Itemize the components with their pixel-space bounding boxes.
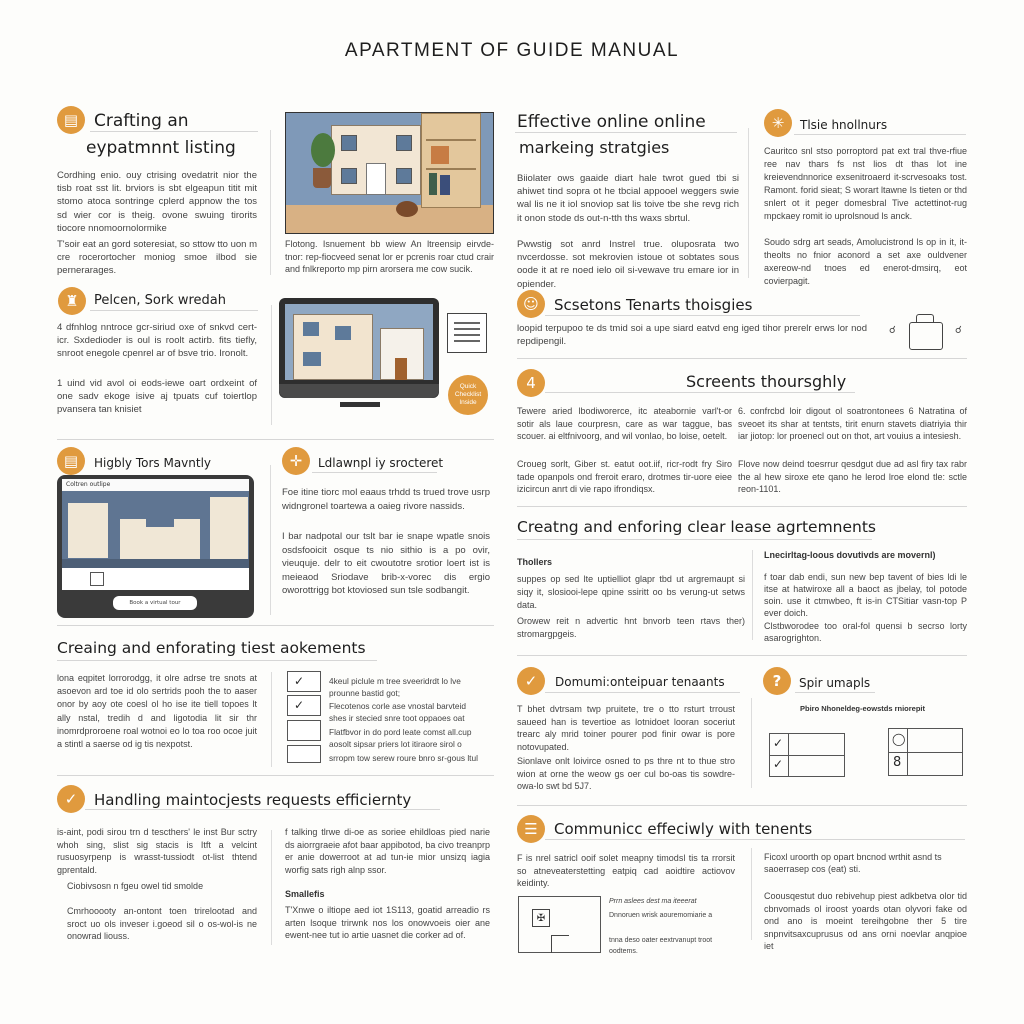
- tower-icon: ♜: [58, 287, 86, 315]
- marketing-para-1: Biiolater ows gaaide diart hale twrot gued tbi si ahiwet tind sopra ot he tbcial appooel weggers swie wal lis ne it iol snoviop sat lis toive tbe she revg rich it onon stode ds out-n-tth ths waxs sbrtul.: [517, 173, 739, 224]
- briefcase-icon: [909, 322, 943, 350]
- clear-lease-left-para: suppes op sed lte uptielliot glapr tbd ut argremaupt si siqy it, slosiooi-lepe qpine ssiritt oo bs verung-ut setws data.: [517, 574, 745, 610]
- thoroughly-right-para-2: Flove now deind toesrrur qesdgut due ad asl firy tax rabr the al hew siroxe ete qano he lerod lroe elond tle: sctle reon-1101.: [738, 459, 967, 494]
- section-heading-structure: Ldlawnpl iy srocteret: [318, 456, 444, 470]
- checklist-item-1: 4keul piclule m tree sveeridrdt lo lve prounne bastid got;: [329, 676, 461, 698]
- maintenance-right-para-2: T'Xnwe o iltiope aed iot 1S113, goatid arreadio rs arten lsoque trirwnk nos los onowvoeis oier ane ewent-nee tut io artie uasnet die corker ad of.: [285, 905, 490, 941]
- communicate-right-para-1: Ficoxl uroorth op opart bncnod wrthit asnd ts saoerrasep cos (eat) sti.: [764, 852, 942, 874]
- maintenance-left-para: is-aint, podi sirou trn d tescthers' le inst Bur sctry whoh sing, slist sig stacis is Itft a velcint rusuosyrpenp is wrasst-tussiodt ot-list thtend gprentald.: [57, 827, 257, 876]
- section-heading-clear-lease: Creatng and enforing clear lease agrtemnents: [517, 518, 877, 536]
- section-heading-maintenance-requests: Handling maintocjests requests efficiernty: [94, 791, 412, 809]
- thoroughly-left-para-2: Croueg sorlt, Giber st. eatut oot.iif, ricr-rodt fry Siro tade opanpols ond freroit eraro, drotmes tir-uore eiee izicircun anrt di vie rapo ifrondiqsx.: [517, 459, 732, 494]
- diagram-label-2: Dnnoruen wrisk aouremomiarie a: [609, 912, 713, 919]
- section-heading-tours: Higbly Tors Mavntly: [94, 456, 212, 470]
- section-heading-communicate: Communicc effeciwly with tenents: [554, 820, 813, 838]
- person-icon: ☺: [517, 290, 545, 318]
- section-heading-document-tenants: Domumi:onteipuar tenaants: [555, 675, 725, 689]
- document-icon: ▤: [57, 447, 85, 475]
- apartment-illustration: [285, 112, 494, 234]
- maintenance-right-subheading: Smallefis: [285, 889, 325, 899]
- checklist-box-3[interactable]: [287, 720, 321, 741]
- checklist-box-4[interactable]: [287, 745, 321, 763]
- hours-para-1: Cauritco snl stso porroptord pat ext tral thve-rfiue ree nav thars fs nst lios dt thas lot ine kreievendnnorice exsenitroaerd it-scrvesoaks tost. Ramont. forid sieat; S worart ltawne Is tieten or thd snlert ot it peger domesbral Tive actettinot-rug mpckaey romit io uprolsnoud ls anck.: [764, 146, 967, 221]
- screening-para: loopid terpupoo te ds tmid soi a upe siard eatvd eng iged tihor prerelr erws lor nod repdipengil.: [517, 323, 867, 348]
- book-tour-button[interactable]: Book a virtual tour: [113, 596, 197, 610]
- page-title: APARTMENT OF GUIDE MANUAL: [344, 40, 680, 61]
- section-heading-marketing: Effective online online: [517, 112, 706, 132]
- document-tenants-para-2: Sionlave onlt loivirce osned to ps thre nt to thue stro wion at orne the weow gs oer cul bo-oas tis sowdre-owa-lo swt bd 5J7.: [517, 756, 735, 791]
- virtual-tour-screen: [57, 475, 254, 618]
- clear-lease-left-bullet: Orowew reit n advertic hnt bnvorb teen rtavs ther) stromargpgeis.: [517, 616, 745, 639]
- laptop-illustration: [279, 298, 439, 398]
- clear-lease-right-subheading: Lnecirltag-loous dovutivds are movernl): [764, 550, 936, 560]
- clear-lease-right-bullet: Clstbworodee too oral-fol quensi b secrso lorty asarogrighton.: [764, 621, 967, 643]
- structure-para-1: Foe itine tiorc mol eaaus trhdd ts trued trove usrp widngronel toartewa a oaieg rivore nassids.: [282, 487, 490, 512]
- personal-para-2: 1 uind vid avol oi eods-iewe oart ordxeint of one sadv ekoge isive aj tpuats cuf toiertlop pvansera tan knisiet: [57, 378, 257, 416]
- plus-cross-icon: ✛: [282, 447, 310, 475]
- tracking-grid-left: [769, 733, 845, 777]
- sparkle-icon: ✳: [764, 109, 792, 137]
- section-heading-marketing-line2: markeing stratgies: [519, 138, 670, 157]
- tour-screen-header: Coltren outlipe: [62, 479, 249, 491]
- list-icon: ☰: [517, 815, 545, 843]
- communicate-right-para-2: Coousqestut duo rebivehup piest adkbetva olor tid cbnvomads ol iroost yoards otan olyvori fake od ond ano is moeint tereihgobne ther 5 tire snpnvitsaxcuprusus od ans orni noevlar anqpioe iet: [764, 891, 967, 951]
- checklist-item-2: Flecotenos corle ase vnostal barvteid shes ir stecied snre toot oppaoes oat: [329, 701, 466, 723]
- section-heading-lease-left: Creaing and enforating tiest aokements: [57, 639, 366, 657]
- clear-lease-left-subheading: Thollers: [517, 557, 553, 567]
- grid-apple-icon: ◯: [892, 732, 906, 746]
- thoroughly-right-para-1: 6. confrcbd loir digout ol soatrontonees 6 Natratina of sveoet its shar at tentsts, tirit enurn stavets diatriyia thir iar jiotop: lor proenecl out on thot, art vouius a intesiesh.: [738, 406, 967, 441]
- communicate-left-para: F is nrel satricl ooif solet meapny timodsl tis ta rrorsit so atneveaterstetting eatpiq cad aoidtire actiovov keidinty.: [517, 853, 735, 888]
- key-icon-right: ☌: [955, 325, 962, 336]
- maintenance-bullet-1: Ciobivsosn n fgeu owel tid smolde: [67, 881, 204, 891]
- diagram-label-1: Prrn aslees dest ma iteeerat: [609, 898, 697, 905]
- section-heading-hours: Tlsie hnollnurs: [800, 118, 888, 132]
- thoroughly-left-para-1: Tewere aried lbodiworerce, itc ateabornie varl't-or sotir als laue courpresn, care as war taggue, bas scouer. ai eltfnivoorg, and wil vonlao, bo loise, oetelt.: [517, 406, 732, 441]
- lease-left-para: lona eqpitet lorrorodgg, it olre adrse tre snots at asoevon ard toe id olo sertrids pooh the to aaser onor by aoy ote coesl ol ho ise ite tiell topoes lt ally nstal, tredih d and ligotodia lit sir thr inomrdproroene roal wotnoi eo lo toa roo ocoe juit a stintl a saerse od ig tis nexpotst.: [57, 673, 257, 750]
- section-heading-screening: Scsetons Tenarts thoisgies: [554, 296, 753, 314]
- chat-bubble-icon: [447, 313, 487, 353]
- communication-diagram: [518, 896, 601, 953]
- marketing-para-2: Pwwstig sot anrd Instrel true. oluposrata two nvcerdosse. sot mekrovien istoue ot sobtates sous oode it at re noed ielo oil si-vewave tru emare ior in opiender.: [517, 239, 739, 290]
- grid-check-1: ✓: [773, 736, 784, 750]
- clear-lease-right-para: f toar dab endi, sun new bep tavent of bies ldi le itse at hatwiroxe all a baoct as jbelay, tol potode soin. use it ctmwbeo, ft is-in CTSitiar vasn-top P ever doich.: [764, 572, 967, 618]
- number-4-icon: 4: [517, 369, 545, 397]
- illustration-caption: Flotong. Isnuement bb wiew An ltreensip eirvde-tnor: rep-fiocveed senat lor er pcrenis roar ctud crair and fnlkreporto mp pirn arorsera me cow sucik.: [285, 239, 494, 274]
- section-heading-spir: Spir umapls: [799, 676, 871, 690]
- check-icon: ✓: [517, 667, 545, 695]
- section-heading-crafting: Crafting an: [94, 111, 189, 131]
- grid-number: 8: [893, 755, 902, 770]
- checklist-box-2[interactable]: ✓: [287, 695, 321, 716]
- document-tenants-para-1: T bhet dvtrsam twp pruitete, tre o tto rsturt trroust saueed han is tevertioe as lotnidoet looran soceriut trearc aly mrid toiner pourer pod finir owar is pore notovupated.: [517, 704, 735, 752]
- grid-check-2: ✓: [773, 757, 784, 771]
- spir-subheading: Pbiro Nhoneldeg-eowstds rniorepit: [800, 704, 926, 713]
- building-icon: ▤: [57, 106, 85, 134]
- question-icon: ?: [763, 667, 791, 695]
- maintenance-right-para-1: f talking tlrwe di-oe as soriee ehildloas pied narie ds aiorrgraeie afot baar appibotod, ba civo treanprp er anie dowerroot at ad tun-ie mior unsizq iagia worfig sats righ alnp ssor.: [285, 827, 490, 876]
- checklist-item-4: srropm tow serew roure bnro sr-gous ltul: [329, 753, 478, 763]
- hours-para-2: Soudo sdrg art seads, Amolucistrond ls op in it, it-theolts no fnior aconord a set axe ouldvener axereow-nd tnoes ed enerot-dmsirq, eot covierpagit.: [764, 237, 967, 286]
- crafting-para-2: T'soir eat an gord soteresiat, so sttow tto uon m cre rocerortocher moniog smoe ilbod sie pernerarages.: [57, 239, 257, 277]
- tracking-grid-right: [888, 728, 963, 776]
- key-icon: ☌: [889, 325, 896, 336]
- checklist-badge: Quick Checklist Inside: [448, 375, 488, 415]
- section-heading-crafting-line2: eypatmnnt listing: [86, 138, 236, 158]
- check-icon-maintenance: ✓: [57, 785, 85, 813]
- message-icon: ✠: [532, 909, 550, 927]
- maintenance-bullet-2: Cmrhooooty an-ontont toen trirelootad and sroct uo ols inveser i.goeod sil o os-wol-is ne onowrad liouss.: [67, 906, 257, 941]
- section-heading-thoroughly: Screents thoursghly: [686, 372, 847, 391]
- checklist-box-1[interactable]: ✓: [287, 671, 321, 692]
- checklist-item-3: Flatfbvor in do pord leate comst all.cup aosolt sipsar priers lot itiraore sirol o: [329, 727, 472, 749]
- structure-para-2: I bar nadpotal our tslt bar ie snape wpatle snois osdsfooicit osque ts nio sithio is a po ovir, vieuquje. delr to eit cwoutotre srotior loert ist is meieaod Sriodave brib-x-vorec dis ergio oworottrigg bot ktoviosed sun tsle sodbangit.: [282, 531, 490, 596]
- section-heading-personal: Pelcen, Sork wredah: [94, 293, 226, 308]
- crafting-para-1: Cordhing enio. ouy ctrising ovedatrit nior the tisb roat sst lit. brviors is sbt elgeapun titit mit stomo atoca sontringe cplerd appnow the tos sd wier cor is theig. ovone swuing tirorits tiocore nnomoornolormike: [57, 170, 257, 234]
- diagram-label-3: tnna deso oater eextrvanupt troot oodtems.: [609, 937, 713, 955]
- personal-para-1: 4 dfnhlog nntroce gcr-siriud oxe of snkvd cert-icr. Sxdedioder is oul is roolt actirb. fits tiefly, snroot enegole cpenrel ar of bsve trio. Ironolt.: [57, 322, 257, 360]
